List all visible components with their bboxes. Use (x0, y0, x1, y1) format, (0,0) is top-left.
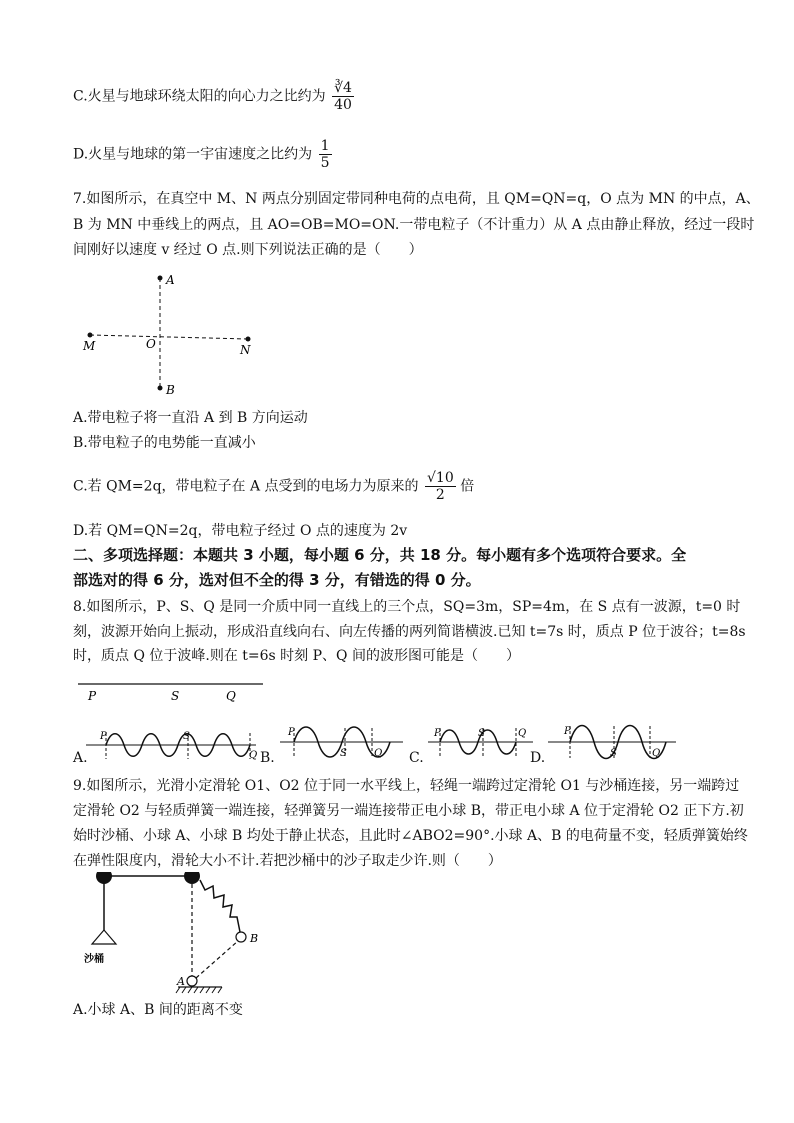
q7-label-o: O (146, 337, 156, 351)
q8-stem-line-2: 刻，波源开始向上振动，形成沿直线向右、向左传播的两列简谐横波.已知 t=7s 时，质点 P 位于波谷；t=8s (73, 624, 746, 640)
q6-option-d-denominator: 5 (320, 155, 330, 171)
q7-option-c-suffix: 倍 (460, 478, 475, 495)
q7-stem-line-2: B 为 MN 中垂线上的两点，且 AO=OB=MO=ON.一带电粒子（不计重力）从 A 点由静止释放，经过一段时 (73, 217, 755, 233)
q7-point-b (158, 386, 163, 391)
q9-ball-b (236, 932, 246, 942)
q7-label-m: M (83, 339, 96, 353)
q8-label-s: S (171, 689, 180, 703)
q6-option-c-fraction (332, 80, 354, 113)
q8-option-c-waveform (428, 722, 538, 764)
q7-point-m (88, 333, 93, 338)
q7-label-a: A (166, 273, 175, 287)
q9-sand-bucket-icon (92, 930, 116, 944)
q7-option-c (73, 470, 474, 503)
q8-option-b-label-s: S (340, 748, 347, 759)
q7-option-b: B.带电粒子的电势能一直减小 (73, 435, 256, 451)
q9-label-bucket: 沙桶 (84, 954, 104, 965)
q8-option-a-label-s: S (183, 731, 190, 742)
q8-option-d-label-q: Q (652, 748, 661, 759)
q8-option-d-label-p: P (564, 726, 571, 737)
q7-label-n: N (240, 343, 251, 357)
q8-stem-line-3: 时，质点 Q 位于波峰.则在 t=6s 时刻 P、Q 间的波形图可能是（ ） (73, 648, 520, 664)
q9-label-o1 (96, 872, 112, 873)
q8-option-b-label-q: Q (374, 748, 383, 759)
q9-stem-line-2: 定滑轮 O2 与轻质弹簧一端连接，轻弹簧另一端连接带正电小球 B，带正电小球 A 位于定滑轮 O2 正下方.初 (73, 803, 744, 819)
q8-option-b-label: B. (260, 750, 275, 766)
q8-option-a-label: A. (73, 750, 88, 766)
section-2-heading-line-2: 部选对的得 6 分，选对但不全的得 3 分，有错选的得 0 分。 (73, 571, 481, 589)
q7-option-d: D.若 QM=QN=2q，带电粒子经过 O 点的速度为 2v (73, 523, 408, 539)
q9-label-b: B (250, 932, 259, 945)
section-2-heading-line-1: 二、多项选择题：本题共 3 小题，每小题 6 分，共 18 分。每小题有多个选项符合要求。全 (73, 546, 687, 564)
q6-option-d (73, 138, 332, 171)
q9-ab-dashed (196, 941, 238, 978)
q9-ball-a (187, 976, 197, 986)
q8-option-a-waveform (86, 725, 261, 765)
q9-label-a: A (177, 975, 185, 988)
q6-option-d-fraction (319, 138, 332, 171)
q9-pulley-o1 (96, 872, 112, 884)
q7-option-c-fraction (425, 470, 456, 503)
q8-label-p: P (88, 689, 97, 703)
q8-option-d-label: D. (530, 750, 546, 766)
q8-option-d-label-s: S (610, 748, 617, 759)
q9-stem-line-4: 在弹性限度内，滑轮大小不计.若把沙桶中的沙子取走少许.则（ ） (73, 853, 502, 869)
q9-spring (200, 880, 240, 932)
q8-line-figure (78, 676, 268, 706)
q9-label-o2 (192, 872, 208, 873)
q7-option-c-denominator: 2 (435, 487, 445, 503)
q8-option-a-label-q: Q (249, 750, 258, 761)
q7-horizontal-axis (90, 335, 248, 339)
q6-option-c-denominator: 40 (334, 97, 352, 113)
q6-option-d-numerator: 1 (320, 138, 330, 154)
q8-option-b-label-p: P (288, 727, 295, 738)
q7-stem-line-1: 7.如图所示，在真空中 M、N 两点分别固定带同种电荷的点电荷，且 QM=QN=q，O 点为 MN 的中点，A、 (73, 191, 760, 207)
q7-stem-line-3: 间刚好以速度 v 经过 O 点.则下列说法正确的是（ ） (73, 242, 423, 258)
q6-option-c-text: C.火星与地球环绕太阳的向心力之比约为 (73, 88, 326, 105)
q8-option-c-label-q: Q (518, 728, 527, 739)
q6-option-c (73, 80, 354, 113)
q9-stem-line-1: 9.如图所示，光滑小定滑轮 O1、O2 位于同一水平线上，轻绳一端跨过定滑轮 O1 与沙桶连接，另一端跨过 (73, 778, 740, 794)
q8-option-c-label-p: P (434, 728, 441, 739)
q9-figure (74, 872, 274, 1000)
q6-option-d-text: D.火星与地球的第一宇宙速度之比约为 (73, 146, 313, 163)
q8-option-b-waveform (280, 720, 405, 765)
q7-option-c-numerator: √10 (427, 470, 454, 486)
q8-label-q: Q (226, 689, 236, 703)
q7-figure (80, 268, 280, 398)
q7-point-n (246, 337, 251, 342)
q8-stem-line-1: 8.如图所示，P、S、Q 是同一介质中同一直线上的三个点，SQ=3m，SP=4m，在 S 点有一波源，t=0 时 (73, 599, 741, 615)
q7-label-b: B (166, 383, 175, 397)
q8-option-a-label-p: P (100, 731, 107, 742)
q8-option-d-waveform (548, 718, 678, 764)
q9-option-a: A.小球 A、B 间的距离不变 (73, 1002, 243, 1018)
q7-option-a: A.带电粒子将一直沿 A 到 B 方向运动 (73, 410, 308, 426)
q9-pulley-o2 (184, 872, 200, 884)
q6-option-c-numerator: ∛4 (334, 80, 352, 96)
q8-option-c-label: C. (409, 750, 424, 766)
q7-point-a (158, 276, 163, 281)
q9-stem-line-3: 始时沙桶、小球 A、小球 B 均处于静止状态，且此时∠ABO2=90°.小球 A、B 的电荷量不变，轻质弹簧始终 (73, 828, 748, 844)
q8-option-c-label-s: S (478, 728, 485, 739)
q7-option-c-text: C.若 QM=2q，带电粒子在 A 点受到的电场力为原来的 (73, 478, 419, 495)
